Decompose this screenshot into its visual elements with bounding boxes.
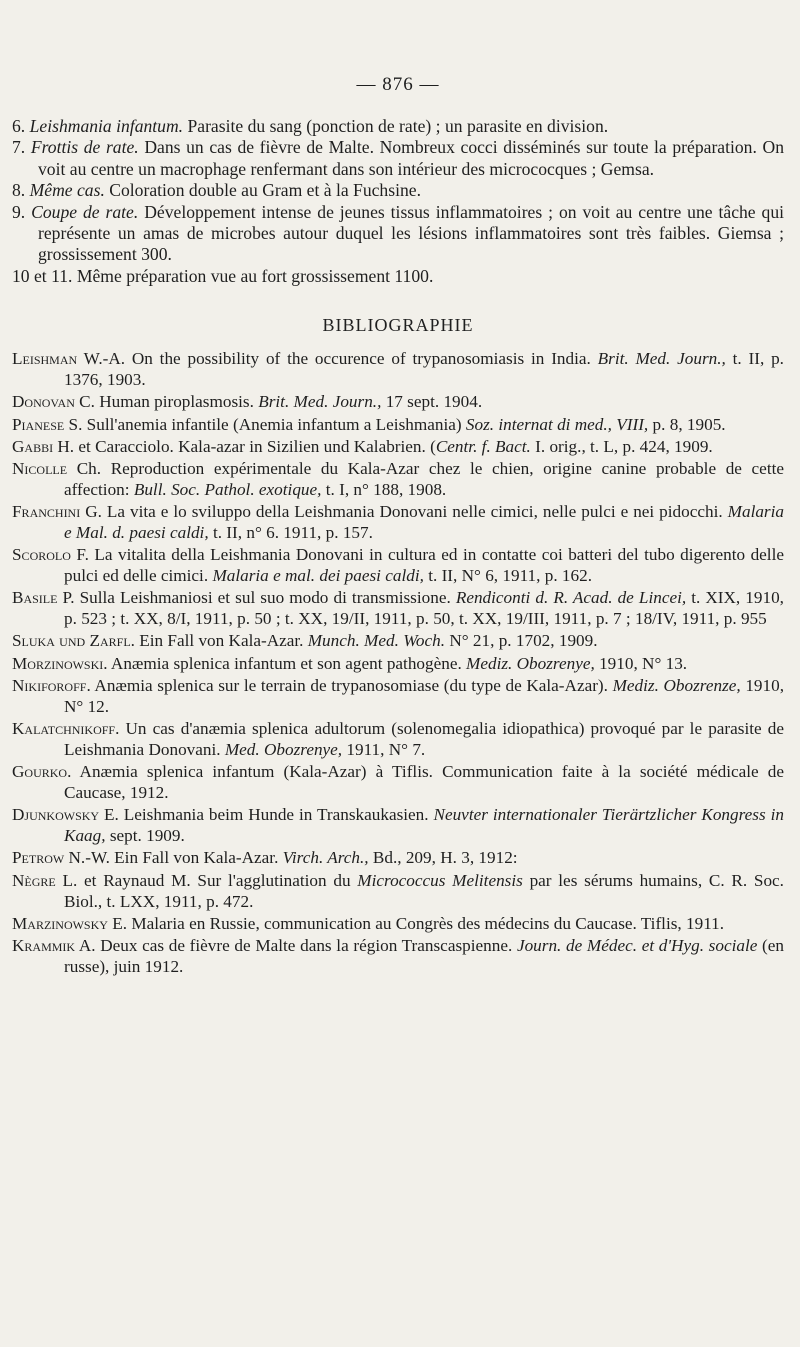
page-number: — 876 —	[356, 74, 440, 95]
bib-entry: Pianese S. Sull'anemia infantile (Anemia infantum a Leishmania) Soz. internat di med., VIII, p. 8, 1905.	[12, 414, 726, 434]
bib-entry: Gourko. Anæmia splenica infantum (Kala-Azar) à Tiflis. Communication faite à la société médicale de Caucase, 1912.	[12, 762, 784, 803]
bib-entry: Franchini G. La vita e lo sviluppo della Leishmania Donovani nelle cimici, nelle pulci e nei pidocchi. Malaria e Mal. d. paesi caldi, t. II, n° 6. 1911, p. 157.	[12, 501, 784, 542]
bib-entry: Djunkowsky E. Leishmania beim Hunde in Transkaukasien. Neuvter internationaler Tierärtzlicher Kongress in Kaag, sept. 1909.	[12, 805, 784, 846]
bib-entry: Leishman W.-A. On the possibility of the occurence of trypanosomiasis in India. Brit. Med. Journ., t. II, p. 1376, 1903.	[12, 349, 784, 390]
bib-entry: Nègre L. et Raynaud M. Sur l'agglutination du Micrococcus Melitensis par les sérums humains, C. R. Soc. Biol., t. LXX, 1911, p. 472.	[12, 870, 784, 911]
bib-entry: Gabbi H. et Caracciolo. Kala-azar in Sizilien und Kalabrien. (Centr. f. Bact. I. orig., t. L, p. 424, 1909.	[12, 436, 713, 456]
bib-entry: Kalatchnikoff. Un cas d'anæmia splenica adultorum (solenomegalia idiopathica) provoqué par le parasite de Leishmania Donovani. Med. Obozrenye, 1911, N° 7.	[12, 718, 784, 759]
bib-entry: Krammik A. Deux cas de fièvre de Malte dans la région Transcaspienne. Journ. de Médec. et d'Hyg. sociale (en russe), juin 1912.	[12, 935, 784, 976]
legend-item: 6. Leishmania infantum. Parasite du sang (ponction de rate) ; un parasite en division.	[12, 116, 609, 136]
bib-entry: Sluka und Zarfl. Ein Fall von Kala-Azar. Munch. Med. Woch. N° 21, p. 1702, 1909.	[12, 631, 598, 651]
bibliography-list	[12, 348, 784, 977]
bib-entry: Nikiforoff. Anæmia splenica sur le terrain de trypanosomiase (du type de Kala-Azar). Mediz. Obozrenze, 1910, N° 12.	[12, 675, 784, 716]
bib-entry: Morzinowski. Anæmia splenica infantum et son agent pathogène. Mediz. Obozrenye, 1910, N° 13.	[12, 653, 688, 673]
figure-legend	[12, 116, 784, 287]
bib-entry: Scorolo F. La vitalita della Leishmania Donovani in cultura ed in contatte coi batteri del tubo digerento delle pulci ed delle cimici. Malaria e mal. dei paesi caldi, t. II, N° 6, 1911, p. 162.	[12, 545, 784, 586]
legend-item: 8. Même cas. Coloration double au Gram et à la Fuchsine.	[12, 180, 421, 201]
bib-entry: Nicolle Ch. Reproduction expérimentale du Kala-Azar chez le chien, origine canine probable de cette affection: Bull. Soc. Pathol. exotique, t. I, n° 188, 1908.	[12, 458, 784, 499]
legend-item: 10 et 11. Même préparation vue au fort grossissement 1100.	[12, 265, 434, 286]
legend-item: 7. Frottis de rate. Dans un cas de fièvre de Malte. Nombreux cocci disséminés sur toute la préparation. On voit au centre un macrophage renfermant dans son intérieur des micrococques ; Gemsa.	[12, 137, 785, 179]
bibliography-heading: BIBLIOGRAPHIE	[322, 315, 474, 336]
legend-item: 9. Coupe de rate. Développement intense de jeunes tissus inflammatoires ; on voit au centre une tâche qui représente un amas de microbes autour duquel les lésions inflammatoires sont très faibles. Giemsa ; grossissement 300.	[12, 201, 785, 265]
bib-entry: Petrow N.-W. Ein Fall von Kala-Azar. Virch. Arch., Bd., 209, H. 3, 1912:	[12, 848, 518, 868]
bib-entry: Marzinowsky E. Malaria en Russie, communication au Congrès des médecins du Caucase. Tiflis, 1911.	[12, 913, 725, 933]
bib-entry: Donovan C. Human piroplasmosis. Brit. Med. Journ., 17 sept. 1904.	[12, 392, 483, 412]
bib-entry: Basile P. Sulla Leishmaniosi et sul suo modo di transmissione. Rendiconti d. R. Acad. de Lincei, t. XIX, 1910, p. 523 ; t. XX, 8/I, 1911, p. 50 ; t. XX, 19/II, 1911, p. 50, t. XX, 19/III, 1911, p. 7 ; 18/IV, 1911, p. 955	[12, 588, 784, 629]
